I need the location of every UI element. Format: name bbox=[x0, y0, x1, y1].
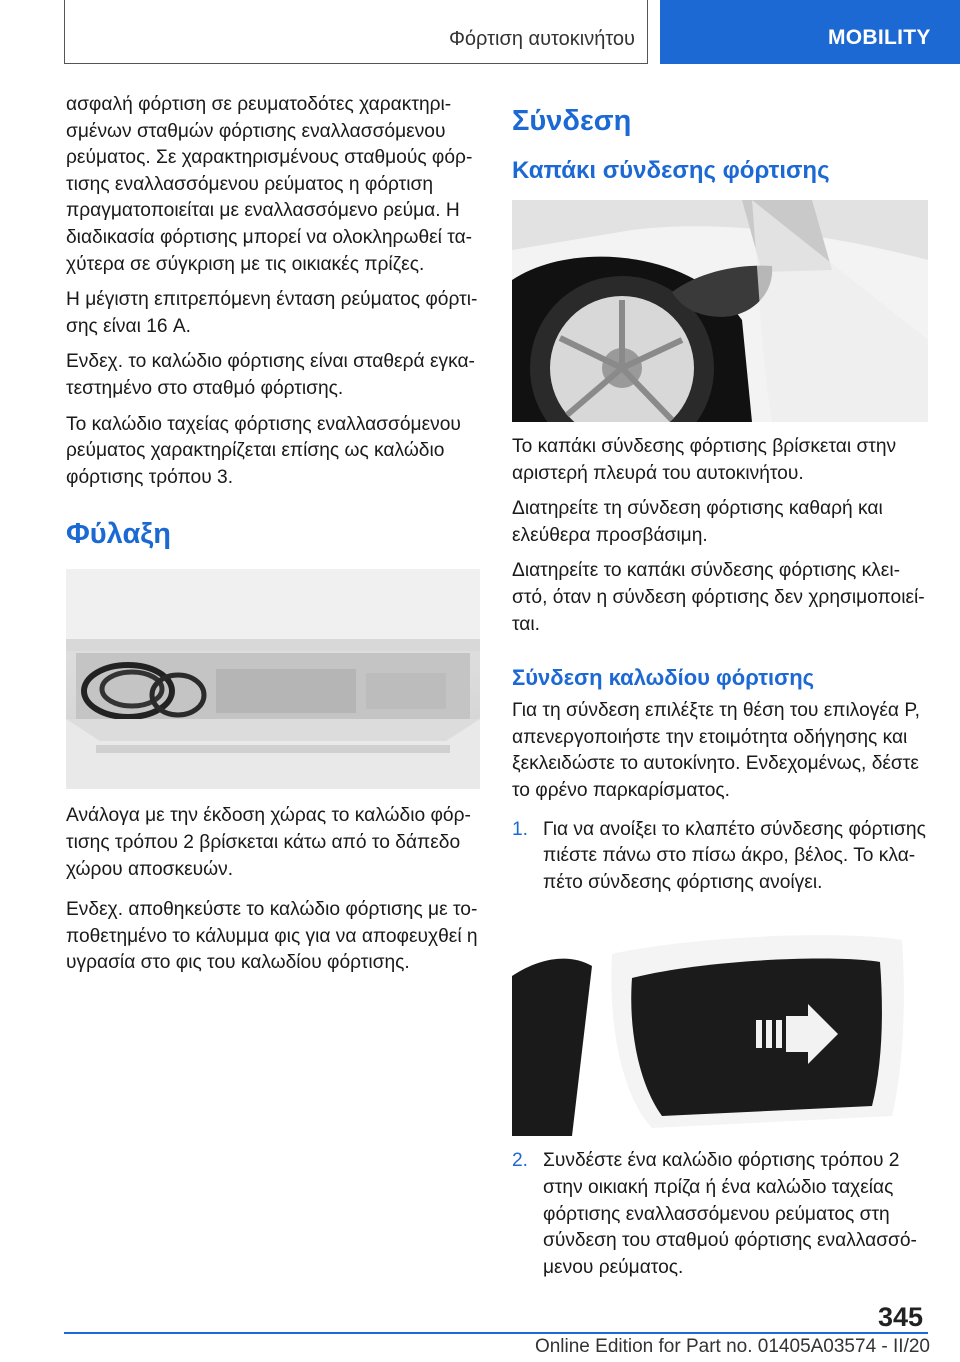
footer-edition: Online Edition for Part no. 01405A03574 - II/20 bbox=[534, 1336, 930, 1357]
header-frame bbox=[64, 0, 648, 64]
heading-storage: Φύλαξη bbox=[66, 518, 171, 551]
paragraph: Ανάλογα με την έκδοση χώρας το καλώδιο φόρ-τισης τρόπου 2 βρίσκεται κάτω από το δάπεδο χώρου αποσκευών. bbox=[66, 805, 471, 880]
step-text: Συνδέστε ένα καλώδιο φόρτισης τρόπου 2 στην οικιακή πρίζα ή ένα καλώδιο ταχείας φόρτισης εναλλασσόμενου ρεύματος στη σύνδεση του σταθμού φόρτισης εναλλασσό-μενου ρεύματος. bbox=[543, 1150, 917, 1278]
paragraph: Ενδεχ. το καλώδιο φόρτισης είναι σταθερά εγκα-τεστημένο στο σταθμό φόρτισης. bbox=[66, 351, 475, 399]
steps-list bbox=[512, 817, 930, 1282]
right-column bbox=[512, 92, 930, 1290]
chapter-badge: MOBILITY bbox=[660, 0, 960, 64]
step-number: 2. bbox=[512, 1150, 529, 1172]
trunk-cable-figure bbox=[66, 569, 480, 789]
paragraph: Το καλώδιο ταχείας φόρτισης εναλλασσόμενου ρεύματος χαρακτηρίζεται επίσης ως καλώδιο φόρτισης τρόπου 3. bbox=[66, 413, 461, 488]
paragraph: Ενδεχ. αποθηκεύστε το καλώδιο φόρτισης με το-ποθετημένο το κάλυμμα φις για να αποφευχθεί η υγρασία στο φις του καλωδίου φόρτισης. bbox=[66, 899, 478, 974]
step-text: Για να ανοίξει το κλαπέτο σύνδεσης φόρτισης πιέστε πάνω στο πίσω άκρο, βέλος. Το κλα-πέτο σύνδεσης φόρτισης ανοίγει. bbox=[543, 818, 926, 893]
paragraph: Διατηρείτε τη σύνδεση φόρτισης καθαρή και ελεύθερα προσβάσιμη. bbox=[512, 498, 883, 546]
heading-connect-cable: Σύνδεση καλωδίου φόρτισης bbox=[512, 665, 815, 691]
step-number: 1. bbox=[512, 818, 529, 840]
heading-connection: Σύνδεση bbox=[512, 105, 632, 137]
heading-charging-flap: Καπάκι σύνδεσης φόρτισης bbox=[512, 157, 830, 184]
list-item bbox=[512, 817, 930, 897]
page-number: 345 bbox=[878, 1302, 924, 1332]
left-column bbox=[66, 92, 482, 986]
paragraph: Για τη σύνδεση επιλέξτε τη θέση του επιλογέα P, απενεργοποιήστε την ετοιμότητα οδήγησης και ξεκλειδώστε το αυτοκίνητο. Ενδεχομένως, δέστε το φρένο παρκαρίσματος. bbox=[512, 700, 920, 801]
section-title: Φόρτιση αυτοκινήτου bbox=[448, 28, 635, 50]
list-item bbox=[512, 1148, 930, 1281]
paragraph: Το καπάκι σύνδεσης φόρτισης βρίσκεται στην αριστερή πλευρά του αυτοκινήτου. bbox=[512, 436, 897, 484]
flap-arrow-figure bbox=[512, 916, 928, 1136]
paragraph: Η μέγιστη επιτρεπόμενη ένταση ρεύματος φόρτι-σης είναι 16 A. bbox=[66, 289, 478, 337]
car-fender-figure bbox=[512, 200, 928, 422]
paragraph: Διατηρείτε το καπάκι σύνδεσης φόρτισης κλει-στό, όταν η σύνδεση φόρτισης δεν χρησιμοποιεί-ται. bbox=[512, 560, 925, 635]
paragraph: ασφαλή φόρτιση σε ρευματοδότες χαρακτηρι-σμένων σταθμών φόρτισης εναλλασσόμενου ρεύματος. Σε χαρακτηρισμένους σταθμούς φόρ-τισης εναλλασσόμενου ρεύματος η φόρτιση πραγματοποιείται με εναλλασσόμενο ρεύμα. Η διαδικασία φόρτισης μπορεί να ολοκληρωθεί τα-χύτερα σε σύγκριση με τις οικιακές πρίζες. bbox=[66, 94, 473, 275]
footer-rule bbox=[64, 1332, 928, 1334]
